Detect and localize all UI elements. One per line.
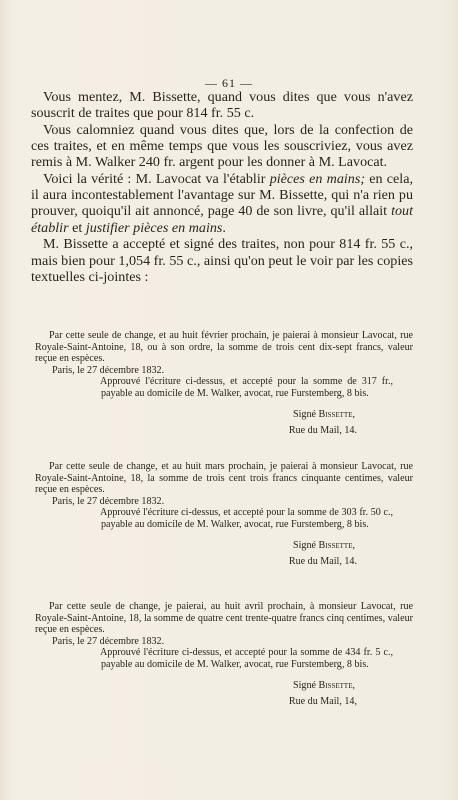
bill-3-signed-prefix: Signé (293, 679, 319, 691)
bill-of-exchange-1 (35, 330, 413, 437)
bill-2-address: Rue du Mail, 14. (288, 556, 357, 568)
bill-2-signature (35, 540, 413, 552)
bill-1-approval: Approuvé l'écriture ci-dessus, et accepté pour la somme de 317 fr., payable au domicile de M. Walker, avocat, rue Furstemberg, 8 bis. (100, 376, 393, 399)
page-number: — 61 — (205, 76, 253, 90)
paragraph-3-text-b: en cela, il aura incontestablement l'avantage sur M. Bissette, qui n'a rien pu prouver, quoiqu'il ait annoncé, page 40 de son livre, qu'il allait (31, 171, 413, 220)
paragraph-3 (31, 171, 413, 236)
bill-1-date: Paris, le 27 décembre 1832. (52, 364, 165, 376)
bill-3-date: Paris, le 27 décembre 1832. (52, 635, 165, 647)
paragraph-4: M. Bissette a accepté et signé des traites, non pour 814 fr. 55 c., mais bien pour 1,054 fr. 55 c., ainsi qu'on peut le voir par les copies textuelles ci-jointes : (31, 236, 413, 285)
bill-1-text: Par cette seule de change, et au huit février prochain, je paierai à monsieur Lavocat, rue Royale-Saint-Antoine, 18, ou à son ordre, la somme de trois cent dix-sept francs, valeur reçue en espèces. (35, 330, 413, 365)
bill-of-exchange-2 (35, 461, 413, 568)
paragraph-2: Vous calomniez quand vous dites que, lors de la confection de ces traites, et en même temps que vous les souscriviez, vous avez remis à M. Walker 240 fr. argent pour les donner à M. Lavocat. (31, 121, 413, 171)
bill-3-approval: Approuvé l'écriture ci-dessus, et accepté pour la somme de 434 fr. 5 c., payable au domicile de M. Walker, avocat, rue Furstemberg, 8 bis. (100, 647, 393, 670)
paragraph-3-text-a: Voici la vérité : M. Lavocat va l'établir (43, 171, 270, 188)
bill-2-text: Par cette seule de change, et au huit mars prochain, je paierai à monsieur Lavocat, rue Royale-Saint-Antoine, 18, la somme de trois cent trois francs cinquante centimes, valeur reçue en espèces. (35, 461, 413, 496)
bill-2-signer-name: Bissette, (318, 539, 355, 551)
bill-3-address: Rue du Mail, 14, (288, 696, 357, 708)
bill-1-signature (35, 409, 413, 421)
bill-2-signed-prefix: Signé (293, 539, 319, 551)
bill-1-address: Rue du Mail, 14. (288, 425, 357, 437)
bill-1-signer-name: Bissette, (318, 408, 355, 420)
bill-of-exchange-3 (35, 601, 413, 708)
main-text (31, 89, 413, 285)
bill-2-approval: Approuvé l'écriture ci-dessus, et accepté pour la somme de 303 fr. 50 c., payable au domicile de M. Walker, avocat, rue Furstemberg, 8 bis. (100, 507, 393, 530)
bill-2-date: Paris, le 27 décembre 1832. (52, 495, 165, 507)
paragraph-3-italic-a: pièces en mains; (269, 171, 366, 188)
bill-3-signature (35, 680, 413, 692)
bill-1-signed-prefix: Signé (293, 408, 319, 420)
paragraph-3-text-c: et (68, 219, 86, 236)
paragraph-3-italic-c: justifier pièces en mains (85, 219, 223, 236)
paragraph-3-italic-b: tout établir (31, 203, 413, 236)
bill-3-signer-name: Bissette, (318, 679, 355, 691)
paragraph-3-text-d: . (222, 219, 226, 236)
bill-3-text: Par cette seule de change, je paierai, au huit avril prochain, à monsieur Lavocat, rue Royale-Saint-Antoine, 18, la somme de quatre cent trente-quatre francs cinq centimes, valeur reçue en espèces. (35, 601, 413, 636)
paragraph-1: Vous mentez, M. Bissette, quand vous dites que vous n'avez souscrit de traites que pour 814 fr. 55 c. (31, 89, 413, 122)
